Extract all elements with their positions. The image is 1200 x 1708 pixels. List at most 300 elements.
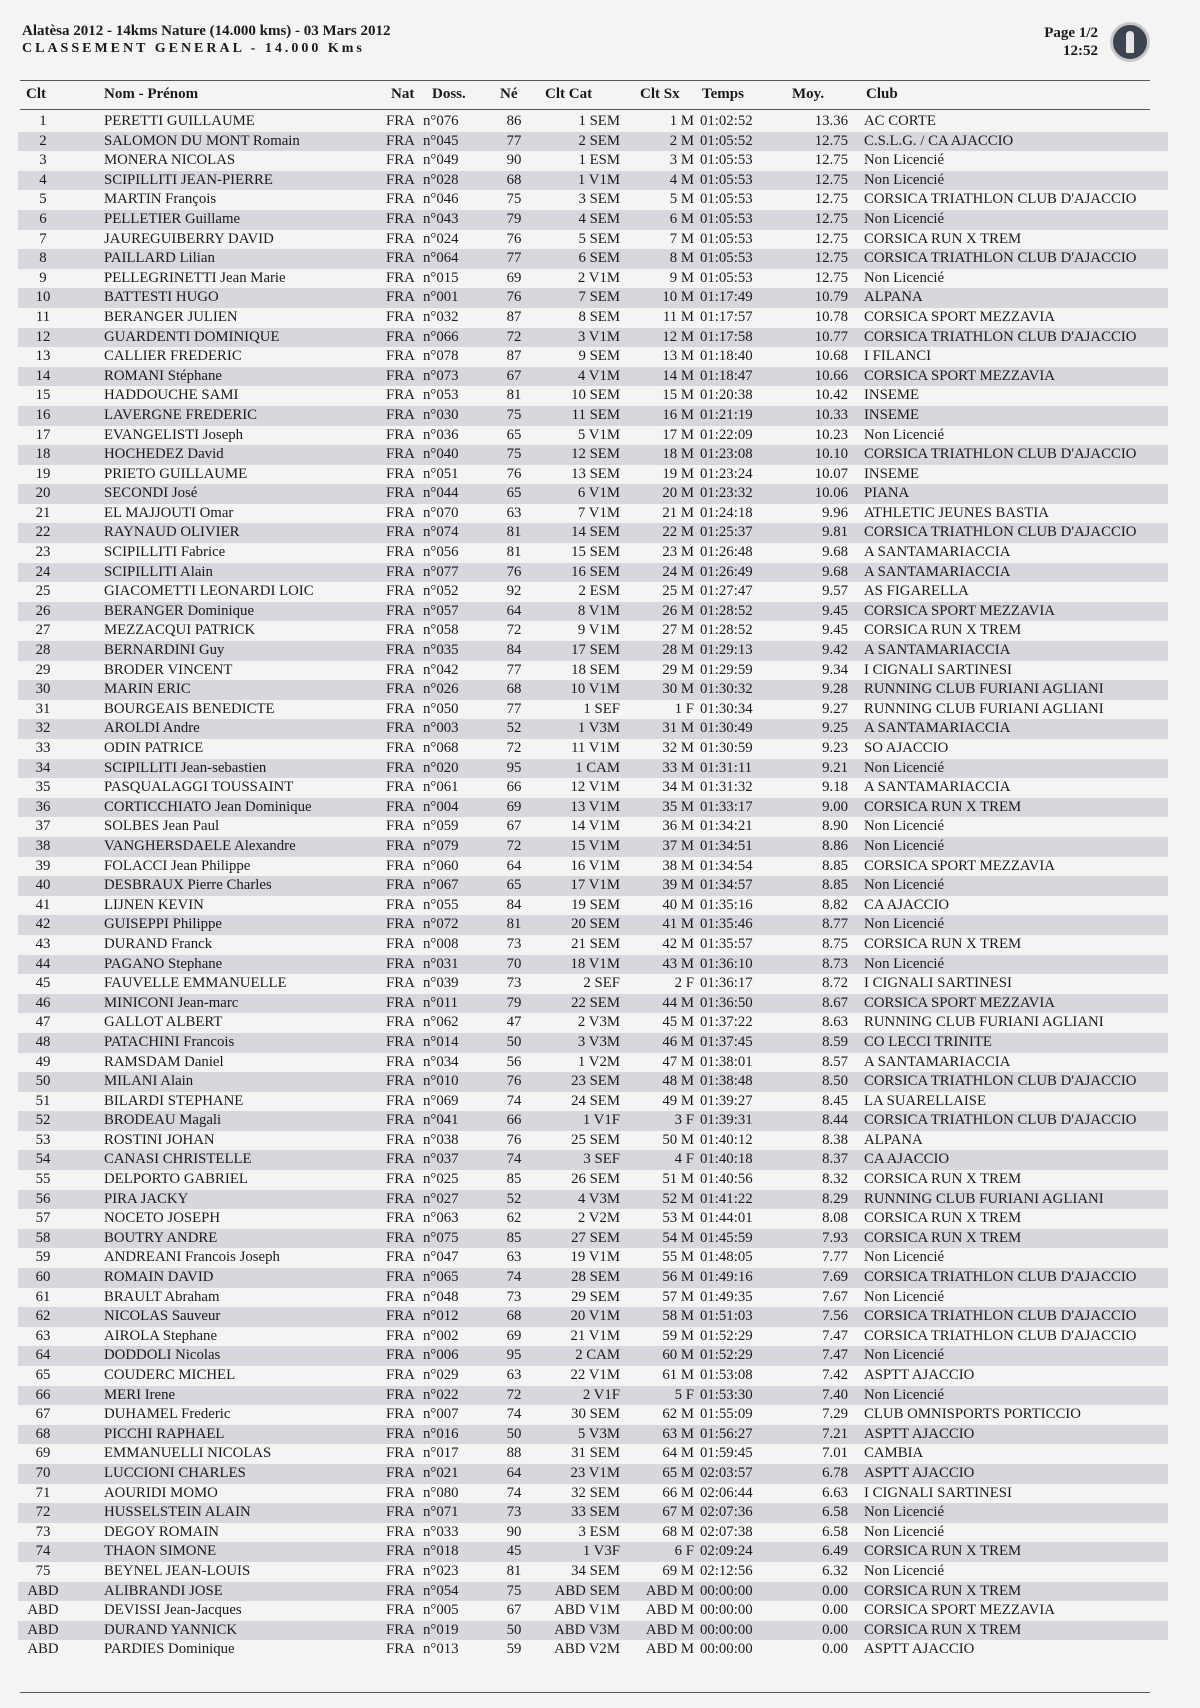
cell-clt-sx: 35 M [662, 798, 694, 815]
cell-clt-sx: 16 M [662, 406, 694, 423]
cell-nat: FRA [386, 563, 415, 580]
cell-clt: 30 [35, 681, 51, 698]
cell-nom: SCIPILLITI Alain [104, 563, 213, 580]
cell-clt: 49 [35, 1053, 51, 1070]
cell-clt-sx: 14 M [662, 367, 694, 384]
cell-nat: FRA [386, 1171, 415, 1188]
cell-moy: 8.37 [822, 1151, 848, 1168]
cell-ne: 72 [506, 328, 522, 345]
cell-nom: SCIPILLITI Jean-sebastien [104, 759, 267, 776]
cell-moy: 10.79 [814, 289, 848, 306]
cell-nat: FRA [386, 387, 415, 404]
cell-nom: MILANI Alain [104, 1073, 194, 1090]
cell-ne: 66 [506, 1112, 522, 1129]
cell-club: ASPTT AJACCIO [864, 1425, 975, 1442]
table-row [18, 641, 1168, 661]
cell-clt-cat: 12 V1M [570, 779, 620, 796]
cell-clt-cat: 15 V1M [570, 837, 620, 854]
cell-ne: 84 [506, 896, 522, 913]
table-row [18, 621, 1168, 641]
cell-nat: FRA [386, 1464, 415, 1481]
cell-clt-cat: 16 V1M [570, 857, 620, 874]
cell-ne: 69 [506, 1327, 522, 1344]
cell-nat: FRA [386, 877, 415, 894]
cell-temps: 00:00:00 [700, 1602, 753, 1619]
cell-nat: FRA [386, 250, 415, 267]
cell-moy: 7.21 [822, 1425, 848, 1442]
cell-ne: 77 [506, 661, 522, 678]
cell-nom: PAILLARD Lilian [104, 250, 215, 267]
cell-club: CA AJACCIO [864, 1151, 950, 1168]
cell-moy: 9.21 [822, 759, 848, 776]
cell-ne: 81 [506, 387, 522, 404]
cell-clt-sx: 8 M [669, 250, 694, 267]
cell-nat: FRA [386, 857, 415, 874]
cell-ne: 52 [506, 720, 522, 737]
cell-clt-sx: 45 M [662, 1014, 694, 1031]
cell-nom: PAGANO Stephane [104, 955, 223, 972]
cell-nom: FAUVELLE EMMANUELLE [104, 975, 287, 992]
table-row [18, 1444, 1168, 1464]
cell-temps: 01:05:53 [700, 191, 753, 208]
cell-moy: 9.00 [822, 798, 848, 815]
cell-club: AS FIGARELLA [864, 583, 969, 600]
cell-clt-sx: 9 M [669, 269, 694, 286]
cell-temps: 00:00:00 [700, 1582, 753, 1599]
cell-clt-sx: 5 M [669, 191, 694, 208]
cell-club: Non Licencié [864, 1504, 945, 1521]
cell-clt-sx: 48 M [662, 1073, 694, 1090]
cell-temps: 01:44:01 [700, 1210, 753, 1227]
cell-ne: 67 [506, 367, 522, 384]
cell-clt: ABD [27, 1582, 59, 1599]
cell-ne: 50 [506, 1621, 522, 1638]
cell-doss: n°036 [423, 426, 459, 443]
cell-club: ALPANA [864, 1131, 923, 1148]
cell-moy: 7.42 [822, 1367, 848, 1383]
cell-ne: 90 [506, 152, 522, 169]
cell-clt-cat: 1 CAM [575, 759, 620, 776]
cell-temps: 01:18:40 [700, 348, 753, 365]
cell-nom: LUCCIONI CHARLES [104, 1464, 246, 1481]
table-row [18, 798, 1168, 818]
table-row [18, 661, 1168, 681]
cell-clt-sx: 29 M [662, 661, 694, 678]
cell-clt: 19 [35, 465, 51, 482]
cell-moy: 8.82 [822, 896, 848, 913]
cell-moy: 9.45 [822, 602, 848, 619]
cell-nat: FRA [386, 700, 415, 717]
table-row [18, 1150, 1168, 1170]
cell-nom: CORTICCHIATO Jean Dominique [104, 798, 312, 815]
cell-club: C.S.L.G. / CA AJACCIO [864, 132, 1014, 149]
cell-temps: 01:51:03 [700, 1308, 753, 1325]
cell-temps: 01:36:50 [700, 994, 753, 1011]
table-row [18, 1170, 1168, 1190]
cell-nat: FRA [386, 191, 415, 208]
cell-temps: 01:26:48 [700, 544, 753, 561]
cell-nom: LIJNEN KEVIN [104, 896, 204, 913]
table-row [18, 347, 1168, 367]
cell-nom: PELLEGRINETTI Jean Marie [104, 269, 286, 286]
cell-nom: RAMSDAM Daniel [104, 1053, 224, 1070]
cell-clt-cat: 22 SEM [571, 994, 620, 1011]
cell-clt-sx: 31 M [662, 720, 694, 737]
cell-clt-sx: 27 M [662, 622, 694, 639]
cell-nat: FRA [386, 426, 415, 443]
cell-ne: 81 [506, 524, 522, 541]
table-row [18, 602, 1168, 622]
cell-clt-sx: 51 M [662, 1171, 694, 1188]
cell-temps: 01:39:27 [700, 1092, 753, 1109]
cell-ne: 65 [506, 485, 522, 502]
cell-club: CORSICA RUN X TREM [864, 1210, 1022, 1227]
cell-ne: 73 [506, 1288, 522, 1305]
cell-clt-cat: 20 SEM [571, 916, 620, 933]
cell-moy: 8.32 [822, 1171, 848, 1188]
cell-clt: 60 [35, 1269, 51, 1286]
cell-clt-cat: 3 V3M [577, 1033, 620, 1050]
cell-moy: 9.28 [822, 681, 848, 698]
cell-club: CORSICA TRIATHLON CLUB D'AJACCIO [864, 1269, 1137, 1286]
cell-ne: 73 [506, 935, 522, 952]
cell-club: AC CORTE [864, 113, 936, 129]
cell-clt-sx: 1 M [669, 113, 694, 129]
cell-nom: MONERA NICOLAS [104, 152, 236, 169]
cell-nom: PARDIES Dominique [104, 1641, 235, 1658]
cell-clt-cat: 34 SEM [571, 1562, 620, 1579]
cell-ne: 62 [506, 1210, 522, 1227]
cell-ne: 64 [506, 857, 522, 874]
cell-nom: PERETTI GUILLAUME [104, 113, 255, 129]
cell-clt-cat: 2 V3M [577, 1014, 620, 1031]
cell-moy: 9.45 [822, 622, 848, 639]
cell-nat: FRA [386, 583, 415, 600]
cell-doss: n°065 [423, 1269, 459, 1286]
cell-clt-sx: 67 M [662, 1504, 694, 1521]
ranking-title: CLASSEMENT GENERAL - 14.000 Kms [22, 41, 365, 56]
cell-nom: EL MAJJOUTI Omar [104, 504, 234, 521]
cell-clt-sx: 10 M [662, 289, 694, 306]
cell-moy: 9.68 [822, 544, 848, 561]
table-row [18, 1503, 1168, 1523]
cell-ne: 74 [506, 1406, 522, 1423]
cell-club: CORSICA TRIATHLON CLUB D'AJACCIO [864, 1073, 1137, 1090]
cell-moy: 6.32 [822, 1562, 848, 1579]
cell-clt-cat: 15 SEM [571, 544, 620, 561]
cell-ne: 70 [506, 955, 522, 972]
cell-nat: FRA [386, 1367, 415, 1383]
cell-nat: FRA [386, 779, 415, 796]
cell-doss: n°024 [423, 230, 459, 247]
cell-ne: 50 [506, 1425, 522, 1442]
cell-moy: 12.75 [814, 152, 848, 169]
cell-club: CORSICA SPORT MEZZAVIA [864, 308, 1055, 325]
cell-nom: CALLIER FREDERIC [104, 348, 242, 365]
cell-doss: n°078 [423, 348, 459, 365]
cell-club: I CIGNALI SARTINESI [864, 975, 1012, 992]
cell-clt-sx: 57 M [662, 1288, 694, 1305]
report-header [22, 22, 390, 58]
col-moy: Moy. [792, 86, 825, 102]
cell-doss: n°006 [423, 1347, 459, 1364]
cell-clt-sx: 23 M [662, 544, 694, 561]
table-row [18, 1464, 1168, 1484]
cell-clt: 63 [35, 1327, 51, 1344]
cell-nom: DESBRAUX Pierre Charles [104, 877, 272, 894]
cell-clt: 14 [35, 367, 51, 384]
cell-club: PIANA [864, 485, 910, 502]
cell-clt: 69 [35, 1445, 51, 1462]
table-row [18, 1072, 1168, 1092]
cell-nat: FRA [386, 308, 415, 325]
cell-ne: 73 [506, 1504, 522, 1521]
cell-clt-sx: 40 M [662, 896, 694, 913]
cell-clt-cat: 11 SEM [571, 406, 620, 423]
cell-clt: 33 [35, 740, 51, 756]
table-row [18, 896, 1168, 916]
cell-nom: THAON SIMONE [104, 1543, 217, 1560]
cell-nom: CANASI CHRISTELLE [104, 1151, 252, 1168]
cell-clt: 4 [39, 171, 47, 188]
cell-doss: n°043 [423, 210, 459, 227]
cell-temps: 01:17:58 [700, 328, 753, 345]
cell-nom: SECONDI José [104, 485, 198, 502]
cell-moy: 8.85 [822, 857, 848, 874]
cell-temps: 01:35:46 [700, 916, 753, 933]
cell-clt-cat: 10 SEM [571, 387, 620, 404]
cell-nat: FRA [386, 113, 415, 129]
cell-clt-cat: 11 V1M [571, 740, 620, 756]
cell-clt: 72 [35, 1504, 51, 1521]
cell-temps: 01:05:53 [700, 230, 753, 247]
cell-clt-cat: 1 SEF [583, 700, 620, 717]
cell-nom: BATTESTI HUGO [104, 289, 219, 306]
cell-doss: n°058 [423, 622, 459, 639]
cell-nom: MINICONI Jean-marc [104, 994, 239, 1011]
cell-clt-sx: 7 M [669, 230, 694, 247]
cell-temps: 01:20:38 [700, 387, 753, 404]
cell-moy: 8.59 [822, 1033, 848, 1050]
cell-ne: 76 [506, 465, 522, 482]
cell-nat: FRA [386, 1308, 415, 1325]
cell-clt-cat: 26 SEM [571, 1171, 620, 1188]
cell-temps: 01:52:29 [700, 1347, 753, 1364]
cell-doss: n°061 [423, 779, 459, 796]
cell-temps: 01:38:01 [700, 1053, 753, 1070]
cell-nat: FRA [386, 1621, 415, 1638]
cell-nat: FRA [386, 1425, 415, 1442]
col-ne: Né [500, 86, 518, 102]
cell-clt: 28 [35, 642, 51, 659]
cell-clt: 55 [35, 1171, 51, 1188]
cell-clt-sx: 55 M [662, 1249, 694, 1266]
cell-clt: 44 [35, 955, 51, 972]
cell-nom: ANDREANI Francois Joseph [104, 1249, 280, 1266]
cell-clt-sx: 61 M [662, 1367, 694, 1383]
cell-club: RUNNING CLUB FURIANI AGLIANI [864, 681, 1104, 698]
table-row [18, 210, 1168, 230]
cell-doss: n°063 [423, 1210, 459, 1227]
cell-temps: 01:23:24 [700, 465, 753, 482]
cell-nat: FRA [386, 955, 415, 972]
cell-clt-sx: 12 M [662, 328, 694, 345]
cell-clt: 54 [35, 1151, 51, 1168]
cell-moy: 0.00 [822, 1621, 848, 1638]
cell-nom: GALLOT ALBERT [104, 1014, 223, 1031]
cell-nat: FRA [386, 1562, 415, 1579]
cell-clt-cat: 31 SEM [571, 1445, 620, 1462]
cell-clt-sx: ABD M [645, 1582, 694, 1599]
cell-club: CORSICA TRIATHLON CLUB D'AJACCIO [864, 1327, 1137, 1344]
cell-nat: FRA [386, 210, 415, 227]
cell-clt-cat: 19 SEM [571, 896, 620, 913]
cell-nat: FRA [386, 1229, 415, 1246]
cell-clt-cat: 2 CAM [575, 1347, 620, 1364]
cell-nat: FRA [386, 1151, 415, 1168]
cell-temps: 01:17:57 [700, 308, 753, 325]
cell-clt: 25 [35, 583, 51, 600]
cell-club: CA AJACCIO [864, 896, 950, 913]
cell-clt-sx: 3 M [669, 152, 694, 169]
col-temps: Temps [702, 86, 744, 102]
cell-nom: RAYNAUD OLIVIER [104, 524, 240, 541]
cell-nat: FRA [386, 994, 415, 1011]
cell-temps: 02:03:57 [700, 1464, 753, 1481]
cell-club: INSEME [864, 406, 920, 423]
cell-nat: FRA [386, 406, 415, 423]
page-info [1008, 24, 1098, 60]
cell-clt-sx: 63 M [662, 1425, 694, 1442]
cell-clt-cat: 1 V1M [577, 171, 620, 188]
cell-clt-sx: ABD M [645, 1621, 694, 1638]
cell-clt: 41 [35, 896, 51, 913]
cell-nat: FRA [386, 132, 415, 149]
cell-moy: 7.93 [822, 1229, 848, 1246]
cell-doss: n°046 [423, 191, 459, 208]
cell-clt-sx: 56 M [662, 1269, 694, 1286]
cell-moy: 8.67 [822, 994, 848, 1011]
cell-nom: AOURIDI MOMO [104, 1484, 218, 1501]
cell-clt-cat: 1 V2M [577, 1053, 620, 1070]
table-row [18, 719, 1168, 739]
cell-nat: FRA [386, 1327, 415, 1344]
cell-clt: 59 [35, 1249, 51, 1266]
cell-temps: 01:55:09 [700, 1406, 753, 1423]
cell-clt: 45 [35, 975, 51, 992]
cell-moy: 10.10 [814, 446, 848, 463]
cell-clt-sx: 62 M [662, 1406, 694, 1423]
cell-temps: 01:49:35 [700, 1288, 753, 1305]
cell-ne: 50 [506, 1033, 522, 1050]
cell-ne: 88 [506, 1445, 522, 1462]
cell-club: CORSICA TRIATHLON CLUB D'AJACCIO [864, 446, 1137, 463]
cell-doss: n°059 [423, 818, 459, 835]
cell-temps: 01:05:53 [700, 269, 753, 286]
cell-temps: 01:02:52 [700, 113, 753, 129]
cell-clt-sx: 49 M [662, 1092, 694, 1109]
cell-nat: FRA [386, 504, 415, 521]
cell-doss: n°054 [423, 1582, 459, 1599]
cell-club: A SANTAMARIACCIA [864, 779, 1011, 796]
cell-moy: 6.49 [822, 1543, 848, 1560]
cell-clt: 9 [39, 269, 47, 286]
cell-nat: FRA [386, 975, 415, 992]
cell-doss: n°050 [423, 700, 459, 717]
cell-clt: 46 [35, 994, 51, 1011]
cell-doss: n°018 [423, 1543, 459, 1560]
cell-clt-sx: 38 M [662, 857, 694, 874]
cell-clt-sx: 69 M [662, 1562, 694, 1579]
cell-temps: 01:34:54 [700, 857, 753, 874]
cell-clt-cat: 5 V3M [577, 1425, 620, 1442]
cell-temps: 02:09:24 [700, 1543, 753, 1560]
cell-club: A SANTAMARIACCIA [864, 563, 1011, 580]
cell-moy: 9.27 [822, 700, 848, 717]
cell-doss: n°022 [423, 1386, 459, 1403]
cell-nat: FRA [386, 348, 415, 365]
cell-moy: 0.00 [822, 1582, 848, 1599]
cell-nom: SALOMON DU MONT Romain [104, 132, 300, 149]
cell-moy: 12.75 [814, 191, 848, 208]
cell-nat: FRA [386, 720, 415, 737]
cell-doss: n°045 [423, 132, 459, 149]
cell-nom: ODIN PATRICE [104, 740, 204, 756]
cell-clt-sx: 4 F [674, 1151, 694, 1168]
cell-nat: FRA [386, 661, 415, 678]
cell-moy: 9.57 [822, 583, 848, 600]
cell-clt: 12 [35, 328, 51, 345]
cell-doss: n°040 [423, 446, 459, 463]
cell-temps: 01:34:57 [700, 877, 753, 894]
cell-club: CORSICA SPORT MEZZAVIA [864, 857, 1055, 874]
cell-ne: 77 [506, 250, 522, 267]
cell-clt: 74 [35, 1543, 51, 1560]
cell-clt: 8 [39, 250, 47, 267]
cell-moy: 7.67 [822, 1288, 848, 1305]
cell-nat: FRA [386, 837, 415, 854]
cell-nat: FRA [386, 544, 415, 561]
cell-clt: 53 [35, 1131, 51, 1148]
cell-clt-cat: 16 SEM [571, 563, 620, 580]
cell-temps: 02:07:36 [700, 1504, 753, 1521]
cell-doss: n°029 [423, 1367, 459, 1383]
cell-clt-sx: 24 M [662, 563, 694, 580]
table-row [18, 778, 1168, 798]
cell-moy: 6.58 [822, 1504, 848, 1521]
cell-clt-cat: 21 SEM [571, 935, 620, 952]
cell-moy: 12.75 [814, 210, 848, 227]
cell-nom: JAUREGUIBERRY DAVID [104, 230, 274, 247]
cell-clt: 21 [35, 504, 51, 521]
cell-nom: BOURGEAIS BENEDICTE [104, 700, 275, 717]
cell-ne: 74 [506, 1151, 522, 1168]
cell-clt: 47 [35, 1014, 51, 1031]
cell-clt-sx: 20 M [662, 485, 694, 502]
cell-nom: HADDOUCHE SAMI [104, 387, 239, 404]
cell-temps: 02:12:56 [700, 1562, 753, 1579]
cell-temps: 01:28:52 [700, 622, 753, 639]
cell-nom: ROMANI Stéphane [104, 367, 222, 384]
cell-nom: FOLACCI Jean Philippe [104, 857, 251, 874]
table-row [18, 1386, 1168, 1406]
cell-ne: 76 [506, 1073, 522, 1090]
cell-nom: PELLETIER Guillame [104, 210, 241, 227]
cell-ne: 64 [506, 1464, 522, 1481]
cell-nom: MARTIN François [104, 191, 217, 208]
cell-clt: 17 [35, 426, 51, 443]
cell-nat: FRA [386, 681, 415, 698]
